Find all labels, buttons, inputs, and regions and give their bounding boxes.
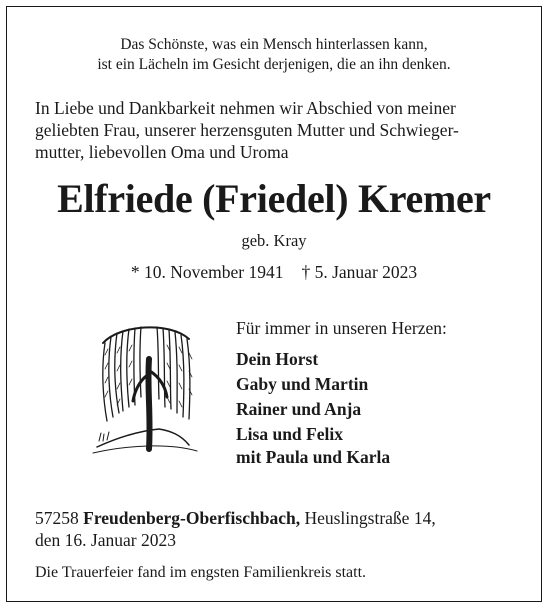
mourners-block: [236, 317, 447, 468]
death-date: † 5. Januar 2023: [301, 262, 418, 282]
mourner-3: Rainer und Anja: [236, 399, 362, 419]
farewell-line-2: geliebten Frau, unserer herzensguten Mutter und Schwieger-: [35, 120, 459, 140]
life-dates: [7, 261, 541, 283]
farewell-line-1: In Liebe und Dankbarkeit nehmen wir Abschied von meiner: [35, 98, 456, 118]
mourner-2: Gaby und Martin: [236, 374, 369, 394]
address-line: [35, 507, 436, 529]
postcode: 57258: [35, 508, 79, 528]
weeping-willow-icon: [89, 319, 201, 459]
funeral-note: Die Trauerfeier fand im engsten Familienkreis statt.: [35, 564, 367, 581]
birth-date: * 10. November 1941: [130, 262, 284, 282]
obituary-card: [6, 6, 542, 602]
quote-line-2: ist ein Lächeln im Gesicht derjenigen, die an ihn denken.: [97, 56, 451, 73]
mourner-1: Dein Horst: [236, 349, 319, 369]
birth-name: geb. Kray: [241, 231, 307, 250]
quote-line-1: Das Schönste, was ein Mensch hinterlassen kann,: [120, 36, 428, 53]
mourner-4-children: [236, 447, 447, 468]
farewell-line-3: mutter, liebevollen Oma und Uroma: [35, 142, 289, 162]
town: Freudenberg-Oberfischbach,: [83, 508, 301, 528]
mourner-4-children-label: mit Paula und Karla: [236, 447, 391, 467]
deceased-name: Elfriede (Friedel) Kremer: [57, 176, 491, 221]
farewell-text: [35, 97, 525, 163]
memorial-quote: [7, 35, 541, 75]
mourner-4: Lisa und Felix: [236, 424, 343, 444]
address-block: [35, 507, 436, 551]
notice-date: den 16. Januar 2023: [35, 530, 176, 550]
mourners-heading: Für immer in unseren Herzen:: [236, 318, 447, 338]
street: Heuslingstraße 14,: [304, 508, 436, 528]
